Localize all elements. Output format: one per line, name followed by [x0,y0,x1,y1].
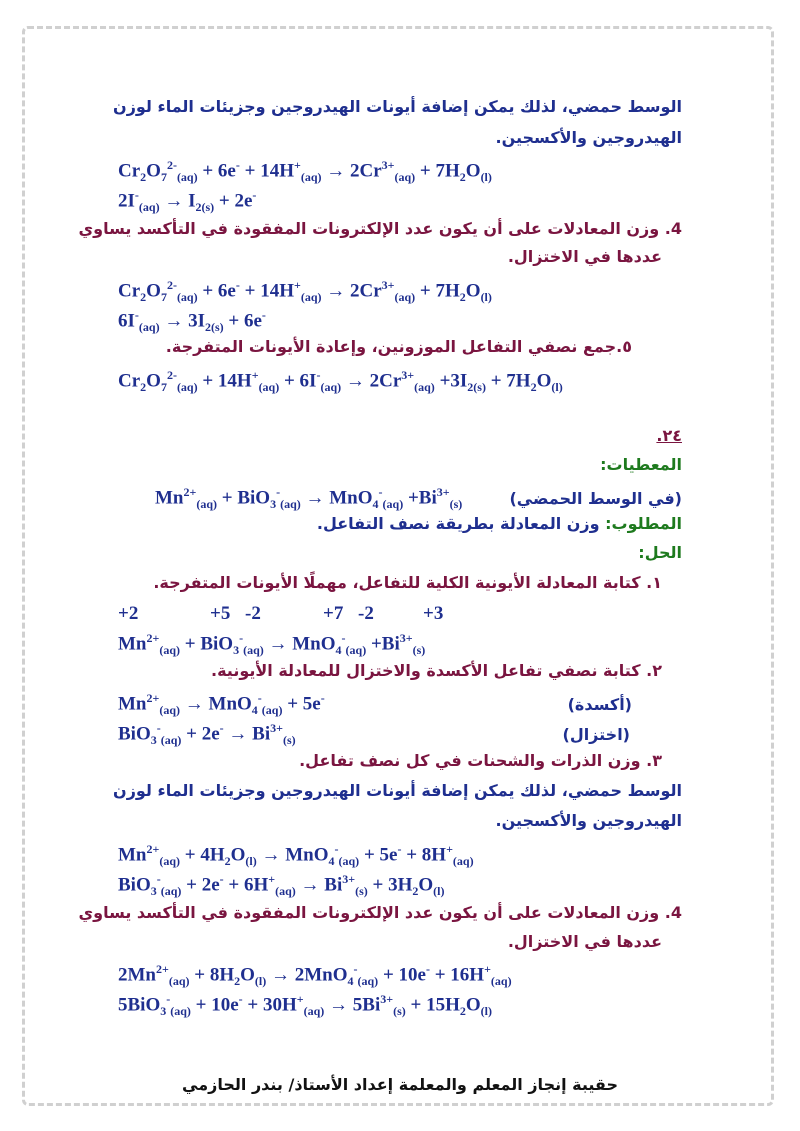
step4-2-line1: 4. وزن المعادلات على أن يكون عدد الإلكترونات المفقودة في التأكسد يساوي [78,903,682,922]
oxidation-half: $Mn^{2+}_{(aq)} \to MnO_4^-_{(aq)} + 5e^-$ [118,691,325,718]
ox-o2: -2 [358,603,374,624]
equation-dichromate-half: $Cr_2O_7^{2-}_{(aq)} + 6e^- + 14H^+_{(aq)} \to 2Cr^{3+}_{(aq)} + 7H_2O_{(l)}$ [118,158,492,185]
required-line: المطلوب: وزن المعادلة بطريقة نصف التفاعل. [316,514,682,533]
bi-multiplied: $5BiO_3^-_{(aq)} + 10e^- + 30H^+_{(aq)} \to 5Bi^{3+}_{(s)} + 15H_2O_{(l)}$ [118,992,492,1019]
step4-2-line2: عددها في الاختزال. [507,932,662,951]
equation-dichromate-balanced: $Cr_2O_7^{2-}_{(aq)} + 6e^- + 14H^+_{(aq)} \to 2Cr^{3+}_{(aq)} + 7H_2O_{(l)}$ [118,278,492,305]
medium-text-line1: الوسط حمضي، لذلك يمكن إضافة أيونات الهيدروجين وجزيئات الماء لوزن [113,97,682,116]
step4-line1: 4. وزن المعادلات على أن يكون عدد الإلكترونات المفقودة في التأكسد يساوي [78,219,682,238]
medium-text-2-line1: الوسط حمضي، لذلك يمكن إضافة أيونات الهيدروجين وجزيئات الماء لوزن [113,781,682,800]
equation-iodide-balanced: $6I^-_{(aq)} \to 3I_{2(s)} + 6e^-$ [118,308,266,335]
medium-text-line2: الهيدروجين والأكسجين. [495,128,682,147]
step4-line2: عددها في الاختزال. [507,247,662,266]
given-label: المعطيات: [600,455,682,474]
footer: حقيبة إنجاز المعلم والمعلمة إعداد الأستاذ/ بندر الحازمي [182,1075,618,1094]
medium-text-2-line2: الهيدروجين والأكسجين. [495,811,682,830]
equation-iodide-half: $2I^-_{(aq)} \to I_{2(s)} + 2e^-$ [118,188,257,215]
mn-multiplied: $2Mn^{2+}_{(aq)} + 8H_2O_{(l)} \to 2MnO_4^-_{(aq)} + 10e^- + 16H^+_{(aq)}$ [118,962,512,989]
ox-o1: -2 [245,603,261,624]
equation-overall: $Cr_2O_7^{2-}_{(aq)} + 14H^+_{(aq)} + 6I^-_{(aq)} \to 2Cr^{3+}_{(aq)} +3I_{2(s)} + 7H_2O_{(l)}$ [118,368,563,395]
oxidation-label: (أكسدة) [567,695,632,714]
acid-medium-note: (في الوسط الحمضي) [509,489,682,508]
ox-bi-product: +3 [423,603,444,624]
mn-balanced-half: $Mn^{2+}_{(aq)} + 4H_2O_{(l)} \to MnO_4^-_{(aq)} + 5e^- + 8H^+_{(aq)}$ [118,842,474,869]
given-equation: $Mn^{2+}_{(aq)} + BiO_3^-_{(aq)} \to MnO_4^-_{(aq)} +Bi^{3+}_{(s)}$ [155,485,463,512]
step1: ١. كتابة المعادلة الأيونية الكلية للتفاعل، مهملًا الأيونات المتفرجة. [153,573,662,592]
step2: ٢. كتابة نصفي تفاعل الأكسدة والاختزال للمعادلة الأيونية. [211,661,662,680]
ox-mn-product: +7 [323,603,344,624]
ox-bi: +5 [210,603,231,624]
problem-number: ٢٤. [656,426,682,445]
solution-label: الحل: [638,543,682,562]
step3: ٣. وزن الذرات والشحنات في كل نصف تفاعل. [299,751,662,770]
ox-mn: +2 [118,603,139,624]
ionic-equation: $Mn^{2+}_{(aq)} + BiO_3^-_{(aq)} \to MnO_4^-_{(aq)} +Bi^{3+}_{(s)}$ [118,631,426,658]
reduction-half: $BiO_3^-_{(aq)} + 2e^- \to Bi^{3+}_{(s)}$ [118,721,296,748]
step5: ٥.جمع نصفي التفاعل الموزونين، وإعادة الأيونات المتفرجة. [165,337,632,356]
reduction-label: (اختزال) [562,725,630,744]
oxidation-numbers [118,603,538,627]
bi-balanced-half: $BiO_3^-_{(aq)} + 2e^- + 6H^+_{(aq)} \to Bi^{3+}_{(s)} + 3H_2O_{(l)}$ [118,872,445,899]
